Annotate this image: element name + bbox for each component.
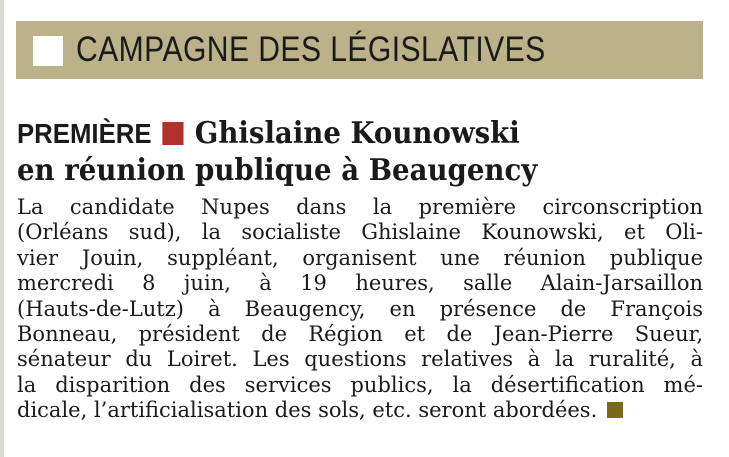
article-line-1: La candidate Nupes dans la première circonscription [17, 195, 703, 219]
article-line-9 [17, 398, 703, 423]
article-line-3: vier Jouin, suppléant, organisent une réunion publique [17, 245, 703, 270]
article-line-4: mercredi 8 juin, à 19 heures, salle Alain-Jarsaillon [17, 271, 703, 296]
article-line-8: la disparition des services publics, la désertification mé- [17, 372, 703, 397]
article-line-2: (Orléans sud), la socialiste Ghislaine Kounowski, et Oli- [17, 220, 703, 245]
section-title: CAMPAGNE DES LÉGISLATIVES [76, 30, 546, 69]
article-body [17, 195, 703, 424]
article-line-5: (Hauts-de-Lutz) à Beaugency, en présence de François [17, 296, 703, 321]
article-line-6: Bonneau, président de Région et de Jean-Pierre Sueur, [17, 322, 703, 347]
article-last-line-text: dicale, l’artificialisation des sols, etc. seront abordées. [17, 398, 598, 423]
article-headline [17, 115, 661, 189]
end-square-icon [607, 402, 623, 418]
banner-square-icon [33, 36, 63, 66]
headline-title-line-2: en réunion publique à Beaugency [17, 153, 538, 188]
kicker-square-icon [163, 122, 184, 145]
headline-kicker: PREMIÈRE [17, 118, 152, 149]
article-line-7: sénateur du Loiret. Les questions relatives à la ruralité, à [17, 347, 703, 372]
headline-line-1 [17, 115, 661, 152]
section-banner [16, 21, 703, 79]
headline-title-line-1: Ghislaine Kounowski [194, 116, 520, 151]
left-margin-rule [0, 0, 4, 457]
